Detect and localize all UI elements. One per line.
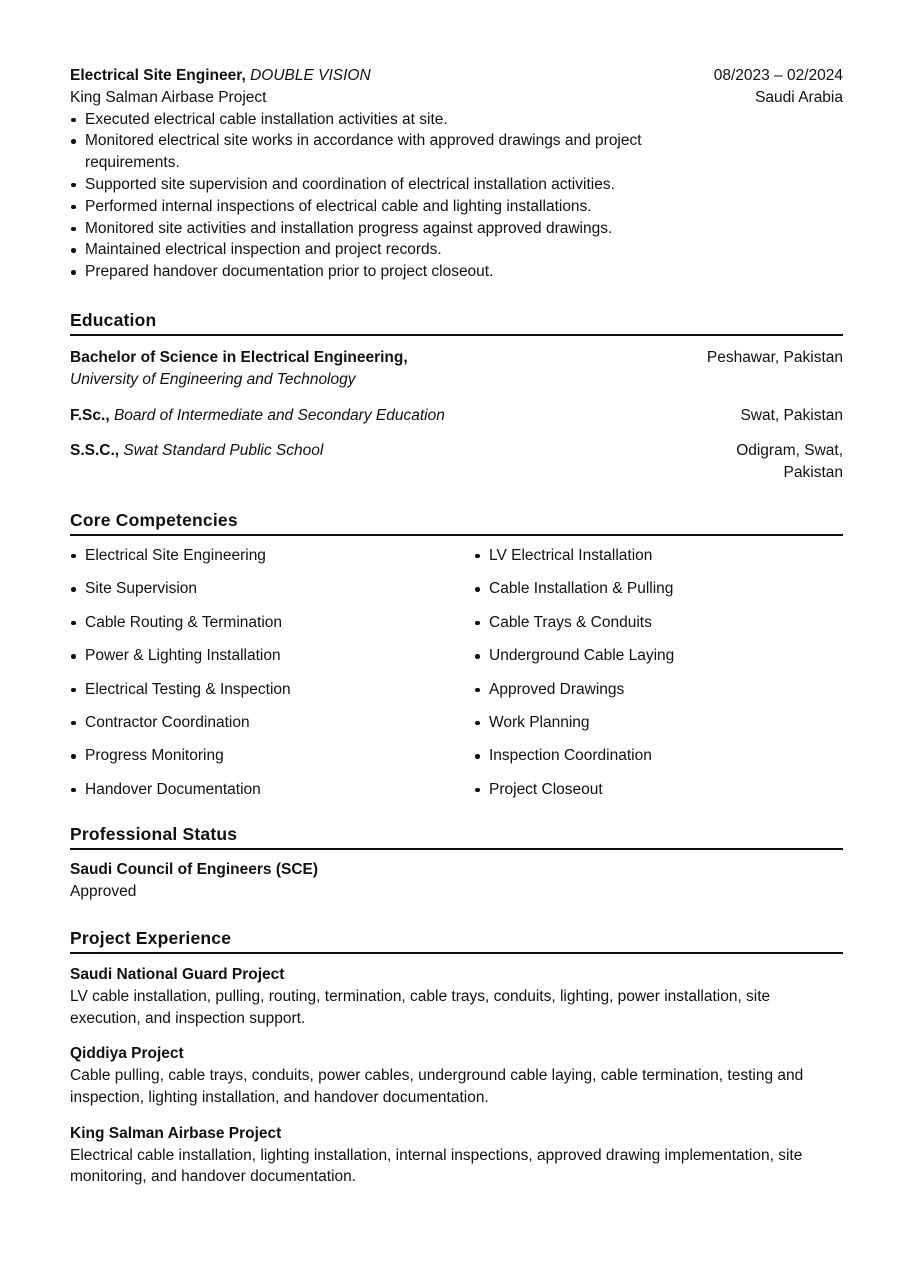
list-item: Contractor Coordination — [70, 712, 474, 734]
status-section — [70, 823, 843, 903]
job-title: Electrical Site Engineer, — [70, 67, 246, 84]
education-location — [736, 440, 843, 484]
project-name: Saudi National Guard Project — [70, 966, 285, 984]
section-title-competencies: Core Competencies — [70, 509, 843, 536]
project-entry — [70, 964, 843, 1029]
list-item: Executed electrical cable installation activities at site. — [70, 109, 670, 131]
institution: Board of Intermediate and Secondary Education — [113, 406, 445, 424]
competencies-grid — [70, 545, 843, 801]
list-item: Work Planning — [474, 712, 843, 734]
education-location-line: Pakistan — [783, 464, 843, 482]
institution: University of Engineering and Technology — [70, 370, 356, 388]
section-title-status: Professional Status — [70, 823, 843, 850]
list-item: Site Supervision — [70, 578, 474, 600]
list-item: Supported site supervision and coordination of electrical installation activities. — [70, 174, 670, 196]
experience-bullets — [70, 109, 670, 283]
competencies-section — [70, 509, 843, 801]
project-entry — [70, 1043, 843, 1108]
experience-heading — [70, 65, 714, 87]
education-entry — [70, 405, 843, 427]
education-location: Peshawar, Pakistan — [706, 348, 843, 366]
list-item: Power & Lighting Installation — [70, 645, 474, 667]
education-entry — [70, 347, 843, 391]
status-body: Saudi Council of Engineers (SCE) — [70, 861, 319, 879]
project-description: Electrical cable installation, lighting installation, internal inspections, approved drawing implementation, site monitoring, and handover documentation. — [70, 1146, 803, 1186]
job-dates: 08/2023 – 02/2024 — [713, 67, 843, 84]
list-item: Performed internal inspections of electrical cable and lighting installations. — [70, 196, 670, 218]
degree: S.S.C., — [70, 442, 120, 460]
education-entry — [70, 440, 843, 484]
status-value: Approved — [70, 883, 137, 901]
list-item: Progress Monitoring — [70, 745, 474, 767]
company-name: DOUBLE VISION — [250, 67, 371, 84]
list-item: Cable Installation & Pulling — [474, 578, 843, 600]
education-section — [70, 309, 843, 484]
list-item: Cable Routing & Termination — [70, 612, 474, 634]
list-item: Inspection Coordination — [474, 745, 843, 767]
projects-section — [70, 927, 843, 1188]
list-item: Prepared handover documentation prior to project closeout. — [70, 261, 670, 283]
list-item: Maintained electrical inspection and project records. — [70, 239, 670, 261]
section-title-projects: Project Experience — [70, 927, 843, 954]
education-location-line: Odigram, Swat, — [736, 442, 843, 460]
project-entry — [70, 1123, 843, 1188]
list-item: LV Electrical Installation — [474, 545, 843, 567]
list-item: Electrical Site Engineering — [70, 545, 474, 567]
list-item: Monitored site activities and installation progress against approved drawings. — [70, 218, 670, 240]
list-item: Project Closeout — [474, 779, 843, 801]
degree: Bachelor of Science in Electrical Engineering, — [70, 348, 408, 366]
list-item: Electrical Testing & Inspection — [70, 679, 474, 701]
education-location: Swat, Pakistan — [740, 406, 843, 424]
list-item: Monitored electrical site works in accordance with approved drawings and project requirements. — [70, 130, 670, 174]
section-title-education: Education — [70, 309, 843, 336]
list-item: Underground Cable Laying — [474, 645, 843, 667]
project-description: LV cable installation, pulling, routing, termination, cable trays, conduits, lighting, power installation, site execution, and inspection support. — [70, 987, 771, 1027]
list-item: Handover Documentation — [70, 779, 474, 801]
list-item: Approved Drawings — [474, 679, 843, 701]
job-project: King Salman Airbase Project — [70, 88, 267, 106]
project-description: Cable pulling, cable trays, conduits, power cables, underground cable laying, cable termination, testing and inspection, lighting installation, and handover documentation. — [70, 1067, 804, 1107]
project-name: King Salman Airbase Project — [70, 1124, 282, 1142]
project-name: Qiddiya Project — [70, 1045, 184, 1063]
list-item: Cable Trays & Conduits — [474, 612, 843, 634]
experience-entry — [70, 65, 843, 283]
job-location: Saudi Arabia — [755, 88, 843, 106]
degree: F.Sc., — [70, 406, 110, 424]
institution: Swat Standard Public School — [123, 442, 324, 460]
